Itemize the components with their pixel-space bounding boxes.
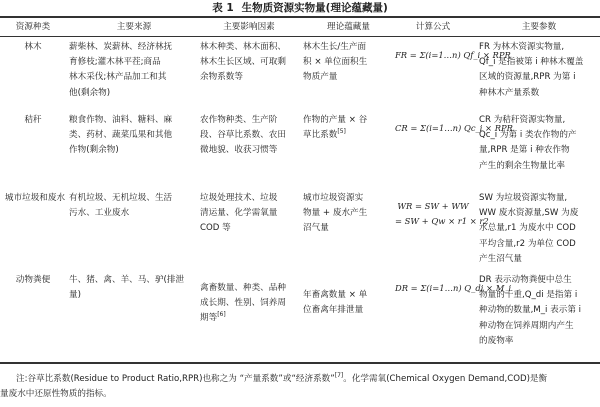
- factors-cell: 禽畜数量、种类、品种 成长期、性别、饲养周 期等[6]: [200, 283, 286, 324]
- category-cell: 动物粪便: [15, 275, 51, 285]
- category-cell: 秸秆: [24, 115, 42, 125]
- header-params: 主要参数: [521, 22, 557, 32]
- factors-cell: 林木种类、林木面积、 林木生长区域、可取剩 余物系数等: [200, 42, 286, 83]
- header-rule: [0, 36, 600, 37]
- table-number: 表 1: [212, 2, 234, 14]
- top-rule: [0, 16, 600, 18]
- potential-cell: 作物的产量 × 谷 草比系数[5]: [303, 115, 368, 141]
- table-note: 注:谷草比系数(Residue to Product Ratio,RPR)也称之为 “产量系数”或“经济系数”[7]。化学需氧(Chemical Oxygen Demand,COD)是衡 量废水中还原性物质的指标。: [0, 372, 548, 399]
- source-cell: 薪柴林、炭薪林、经济林抚 育修枝;灌木林平茬;商品 林木采伐;林产品加工和其 他(剩余物): [69, 42, 173, 98]
- citation-ref: [5]: [337, 128, 346, 136]
- formula-cell: DR = Σ(i=1…n) Q_di × M_i: [395, 283, 512, 293]
- source-cell: 牛、猪、禽、羊、马、驴(排泄 量): [69, 275, 185, 301]
- header-source: 主要来源: [116, 22, 152, 32]
- category-cell: 林木: [24, 42, 42, 52]
- table-caption: [0, 2, 600, 15]
- params-cell: DR 表示动物粪便中总生 物量的干重,Q_di 是指第 i 种动物的数量,M_i 表示第 i 种动物在饲养周期内产生 的废物率: [479, 275, 582, 346]
- citation-ref: [7]: [334, 372, 344, 380]
- formula-cell: CR = Σ(i=1…n) Qc_i × RPR: [395, 123, 513, 133]
- header-factors: 主要影响因素: [223, 22, 275, 32]
- source-cell: 有机垃圾、无机垃圾、生活 污水、工业废水: [69, 193, 173, 219]
- bottom-rule: [0, 362, 600, 364]
- potential-cell: 年畜禽数量 × 单 位畜禽年排泄量: [303, 290, 368, 316]
- category-cell: 城市垃圾和废水: [4, 193, 66, 203]
- citation-ref: [6]: [217, 311, 226, 319]
- params-cell: SW 为垃圾资源实物量, WW 废水资源量,SW 为废 水总量,r1 为废水中 COD 平均含量,r2 为单位 COD 产生沼气量: [479, 193, 579, 264]
- params-cell: FR 为林木资源实物量, Qf_i 是指被第 i 种林木覆盖 区域的资源量,RPR 为第 i 种林木产量系数: [479, 42, 584, 98]
- potential-cell: 林木生长/生产面 积 × 单位面积生 物质产量: [303, 42, 368, 83]
- factors-cell: 农作物种类、生产阶 段、谷草比系数、农田 微地貌、收获习惯等: [200, 115, 286, 156]
- params-cell: CR 为秸秆资源实物量, Qc_i 为第 i 类农作物的产 量,RPR 是第 i 种农作物 产生的剩余生物量比率: [479, 115, 577, 171]
- table-title: 生物质资源实物量(理论蕴藏量): [241, 2, 388, 14]
- factors-cell: 垃圾处理技术、垃圾 清运量、化学需氧量 COD 等: [200, 193, 278, 234]
- header-formula: 计算公式: [415, 22, 451, 32]
- potential-cell: 城市垃圾资源实 物量 + 废水产生 沼气量: [303, 193, 368, 234]
- formula-cell: WR = SW + WW = SW + Qw × r1 × r2: [395, 201, 489, 226]
- source-cell: 粮食作物、油料、糖料、麻 类、药材、蔬菜瓜果和其他 作物(剩余物): [69, 115, 173, 156]
- formula-cell: FR = Σ(i=1…n) Qf_i × RPR: [395, 50, 511, 60]
- header-potential: 理论蕴藏量: [327, 22, 370, 32]
- header-category: 资源种类: [15, 22, 51, 32]
